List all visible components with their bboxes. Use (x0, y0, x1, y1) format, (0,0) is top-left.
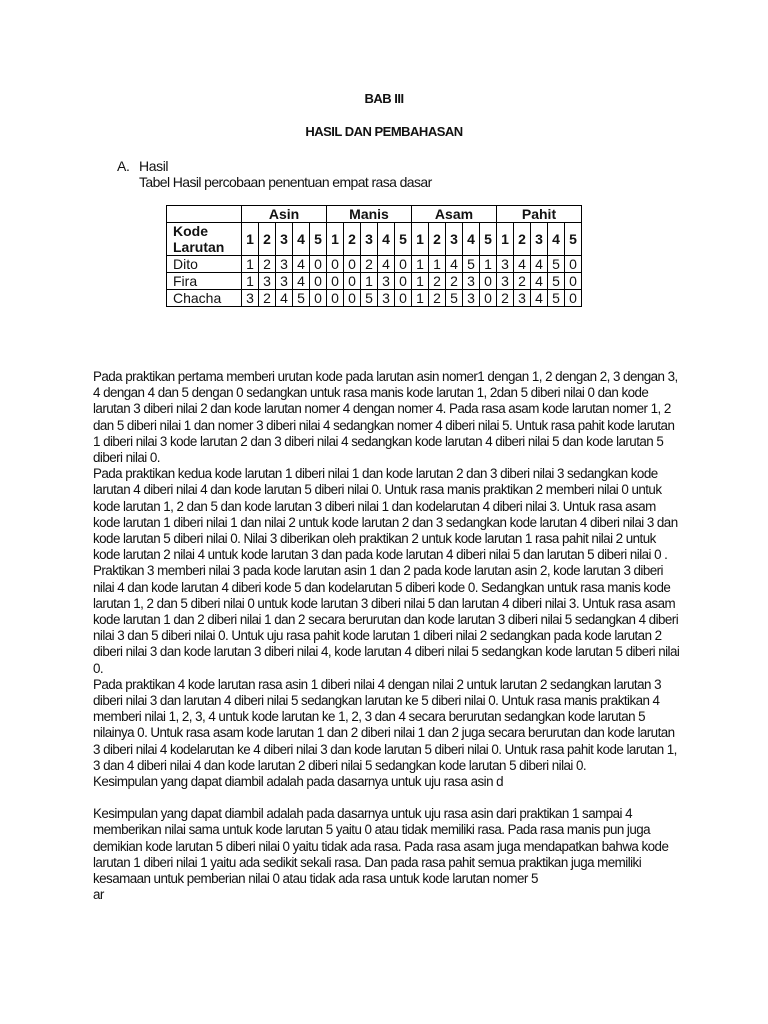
table-cell: 2 (259, 290, 276, 307)
table-cell: 5 (293, 290, 310, 307)
table-cell: 2 (446, 273, 463, 290)
table-body (167, 256, 582, 307)
table-cell: 0 (565, 256, 582, 273)
table-cell: 0 (344, 256, 361, 273)
number-header: 1 (497, 223, 514, 256)
table-cell: 2 (514, 273, 531, 290)
number-header: 3 (276, 223, 293, 256)
number-header: 5 (310, 223, 327, 256)
subsection-title: Hasil (139, 158, 169, 174)
table-cell: 4 (293, 273, 310, 290)
code-header: Kode Larutan (167, 223, 242, 256)
number-header: 5 (480, 223, 497, 256)
number-header: 2 (344, 223, 361, 256)
table-cell: 0 (565, 290, 582, 307)
table-cell: 4 (531, 256, 548, 273)
group-header-asin: Asin (242, 206, 327, 223)
table-cell: 1 (242, 273, 259, 290)
table-group-header-row (167, 206, 582, 223)
number-header: 5 (565, 223, 582, 256)
table-cell: 4 (293, 256, 310, 273)
table-row (167, 290, 582, 307)
table-cell: 1 (429, 256, 446, 273)
table-cell: 0 (310, 273, 327, 290)
table-cell: 2 (361, 256, 378, 273)
table-cell: 5 (548, 256, 565, 273)
paragraph: Praktikan 3 memberi nilai 3 pada kode larutan asin 1 dan 2 pada kode larutan asin 2, kode larutan 3 diberi nilai 4 dan kode larutan 4 diberi kode 5 dan kodelarutan 5 diberi kode 0. Sedangkan untuk rasa manis kode larutan 1, 2 dan 5 diberi nilai 0 untuk kode larutan 3 diberi nilai 5 dan larutan 4 diberi nilai 3. Untuk rasa asam kode larutan 1 dan 2 diberi nilai 1 dan 2 secara berurutan dan kode larutan 3 diberi nilai 5 sedangkan 4 diberi nilai 3 dan 5 diberi nilai 0. Untuk uju rasa pahit kode larutan 1 diberi nilai 2 sedangkan pada kode larutan 2 diberi nilai 3 dan kode larutan 3 diberi nilai 4, kode larutan 4 diberi nilai 5 sedangkan kode larutan 5 diberi nilai 0. (93, 563, 680, 676)
number-header: 3 (361, 223, 378, 256)
table-cell: 5 (446, 290, 463, 307)
table-row (167, 273, 582, 290)
table-cell: 3 (497, 273, 514, 290)
number-header: 4 (378, 223, 395, 256)
table-cell: 0 (327, 290, 344, 307)
table-cell: 3 (514, 290, 531, 307)
subsection-letter: A. (117, 158, 130, 174)
chapter-heading: BAB III (364, 91, 404, 106)
table-cell: 1 (412, 290, 429, 307)
table-row (167, 256, 582, 273)
number-header: 2 (429, 223, 446, 256)
table-cell: 2 (497, 290, 514, 307)
table-corner-cell (167, 206, 242, 223)
table-cell: 4 (531, 290, 548, 307)
number-header: 5 (395, 223, 412, 256)
table-cell: 0 (395, 273, 412, 290)
paragraph: Pada praktikan pertama memberi urutan kode pada larutan asin nomer1 dengan 1, 2 dengan 2, 3 dengan 3, 4 dengan 4 dan 5 dengan 0 sedangkan untuk rasa manis kode larutan 1, 2dan 5 diberi nilai 0 dan kode larutan 3 diberi nilai 2 dan kode larutan nomer 4 dengan nomer 4. Pada rasa asam kode larutan nomer 1, 2 dan 5 diberi nilai 1 dan nomer 3 diberi nilai 4 sedangkan nomer 4 diberi nilai 5. Untuk rasa pahit kode larutan 1 diberi nilai 3 kode larutan 2 dan 3 diberi nilai 4 sedangkan kode larutan 4 diberi nilai 5 dan kode larutan 5 diberi nilai 0. (93, 369, 678, 466)
table-cell: 0 (344, 273, 361, 290)
table-cell: 2 (429, 290, 446, 307)
number-header: 1 (327, 223, 344, 256)
table-cell: 0 (395, 256, 412, 273)
paragraph: Pada praktikan 4 kode larutan rasa asin 1 diberi nilai 4 dengan nilai 2 untuk larutan 2 sedangkan larutan 3 diberi nilai 3 dan larutan 4 diberi nilai 5 sedangkan larutan ke 5 diberi nilai 0. Untuk rasa manis praktikan 4 memberi nilai 1, 2, 3, 4 untuk kode larutan ke 1, 2, 3 dan 4 secara berurutan sedangkan kode larutan 5 nilainya 0. Untuk rasa asam kode larutan 1 dan 2 diberi nilai 1 dan 2 juga secara berurutan dan kode larutan 3 diberi nilai 4 kodelarutan ke 4 diberi nilai 3 dan kode larutan 5 diberi nilai 0. Untuk rasa pahit kode larutan 1, 3 dan 4 diberi nilai 4 dan kode larutan 2 diberi nilai 5 sedangkan kode larutan 5 diberi nilai 0. (93, 676, 677, 773)
table-cell: 0 (310, 256, 327, 273)
table-cell: 1 (242, 256, 259, 273)
number-header: 4 (463, 223, 480, 256)
body-text (93, 369, 681, 904)
number-header: 4 (293, 223, 310, 256)
table-cell: 0 (480, 273, 497, 290)
table-cell: 3 (378, 273, 395, 290)
table-cell: 1 (412, 273, 429, 290)
table-cell: 4 (378, 256, 395, 273)
table-cell: 0 (395, 290, 412, 307)
paragraph: Pada praktikan kedua kode larutan 1 diberi nilai 1 dan kode larutan 2 dan 3 diberi nilai 3 sedangkan kode larutan 4 diberi nilai 4 dan kode larutan 5 diberi nilai 0. Untuk rasa manis praktikan 2 memberi nilai 0 untuk kode larutan 1, 2 dan 5 dan kode larutan 3 diberi nilai 1 dan kodelarutan 4 diberi nilai 3. Untuk rasa asam kode larutan 1 diberi nilai 1 dan nilai 2 untuk kode larutan 2 dan 3 sedangkan kode larutan 4 diberi nilai 3 dan kode larutan 5 diberi nilai 0. Nilai 3 diberikan oleh praktikan 2 untuk kode larutan 1 rasa pahit nilai 2 untuk kode larutan 2 nilai 4 untuk kode larutan 3 dan pada kode larutan 4 diberi nilai 5 dan larutan 5 diberi nilai 0 . (93, 466, 678, 563)
section-title: HASIL DAN PEMBAHASAN (305, 124, 463, 139)
results-table (166, 205, 582, 307)
table-cell: 3 (276, 256, 293, 273)
table-cell: 3 (497, 256, 514, 273)
table-cell: 0 (327, 256, 344, 273)
row-name: Chacha (167, 290, 242, 307)
number-header: 1 (412, 223, 429, 256)
table-cell: 5 (463, 256, 480, 273)
table-cell: 2 (429, 273, 446, 290)
number-header: 2 (259, 223, 276, 256)
number-header: 4 (548, 223, 565, 256)
table-cell: 0 (480, 290, 497, 307)
table-number-header-row (167, 223, 582, 256)
row-name: Fira (167, 273, 242, 290)
table-cell: 5 (548, 290, 565, 307)
group-header-manis: Manis (327, 206, 412, 223)
table-cell: 4 (531, 273, 548, 290)
table-cell: 1 (480, 256, 497, 273)
table-cell: 0 (565, 273, 582, 290)
number-header: 1 (242, 223, 259, 256)
number-header: 2 (514, 223, 531, 256)
group-header-pahit: Pahit (497, 206, 582, 223)
paragraph: Kesimpulan yang dapat diambil adalah pada dasarnya untuk uju rasa asin d (93, 774, 504, 790)
table-cell: 0 (344, 290, 361, 307)
number-header: 3 (531, 223, 548, 256)
table-cell: 0 (327, 273, 344, 290)
row-name: Dito (167, 256, 242, 273)
number-header: 3 (446, 223, 463, 256)
table-caption: Tabel Hasil percobaan penentuan empat rasa dasar (139, 174, 432, 190)
table-cell: 2 (259, 256, 276, 273)
table-cell: 3 (276, 273, 293, 290)
table-cell: 4 (514, 256, 531, 273)
conclusion-paragraph: Kesimpulan yang dapat diambil adalah pada dasarnya untuk uju rasa asin dari praktikan 1 sampai 4 memberikan nilai sama untuk kode larutan 5 yaitu 0 atau tidak memiliki rasa. Pada rasa manis pun juga demikian kode larutan 5 diberi nilai 0 yaitu tidak ada rasa. Pada rasa asam juga mendapatkan bahwa kode larutan 1 diberi nilai 1 yaitu ada sedikit sekali rasa. Dan pada rasa pahit semua praktikan juga memiliki kesamaan untuk pemberian nilai 0 atau tidak ada rasa untuk kode larutan nomer 5 (93, 806, 669, 887)
table-cell: 5 (548, 273, 565, 290)
table-cell: 4 (276, 290, 293, 307)
table-cell: 3 (463, 273, 480, 290)
table-cell: 4 (446, 256, 463, 273)
table-cell: 3 (242, 290, 259, 307)
subsection-heading (117, 158, 168, 174)
table-cell: 1 (412, 256, 429, 273)
table-cell: 5 (361, 290, 378, 307)
paragraph: ar (93, 887, 104, 903)
table-cell: 3 (378, 290, 395, 307)
table-cell: 1 (361, 273, 378, 290)
table-cell: 3 (463, 290, 480, 307)
table-cell: 3 (259, 273, 276, 290)
table-cell: 0 (310, 290, 327, 307)
group-header-asam: Asam (412, 206, 497, 223)
